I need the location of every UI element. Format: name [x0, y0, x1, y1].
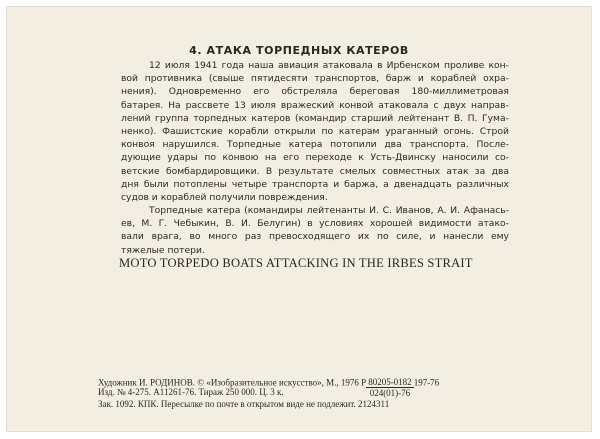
- body-line: дующие удары по конвою на его переходе к Усть-Двинску наносили со-: [121, 152, 509, 164]
- body-line: Торпедные катера (командиры лейтенанты И. С. Иванов, А. И. Афанась-: [149, 205, 509, 217]
- body-line: лений группа торпедных катеров (командир старший лейтенант В. П. Гума-: [121, 112, 509, 124]
- page-title: 4. АТАКА ТОРПЕДНЫХ КАТЕРОВ: [189, 44, 409, 57]
- body-line: нения). Одновременно его обстреляла береговая 180-миллиметровая: [121, 86, 509, 98]
- body-line: ненко). Фашистские корабли открыли по катерам ураганный огонь. Строй: [121, 125, 509, 137]
- body-line: конвоя нарушился. Торпедные катера потопили два транспорта. После-: [121, 139, 509, 151]
- imprint-line-2: Изд. № 4-275. А11261-76. Тираж 250 000. Ц. 3 к.: [98, 386, 284, 397]
- imprint-artist-publisher: Художник И. РОДИНОВ. © «Изобразительное искусство», М., 1976 Р: [98, 377, 367, 388]
- body-line: вали врага, во много раз превосходящего их по силе, и нанесли ему: [121, 231, 509, 243]
- body-text: [121, 59, 509, 257]
- publisher-imprint: [98, 373, 439, 411]
- body-line: тяжелые потери.: [121, 244, 205, 256]
- body-line: батарея. На рассвете 13 июля вражеский конвой атаковала с двух направ-: [121, 99, 509, 111]
- body-line: судов и кораблей получили повреждения.: [121, 191, 328, 203]
- body-line: ев, М. Г. Чебыкин, В. И. Белугин) в условиях хорошей видимости атако-: [121, 218, 509, 230]
- body-line: 12 июля 1941 года наша авиация атаковала в Ирбенском проливе кон-: [149, 60, 509, 71]
- fraction-denominator: 024(01)-76: [369, 388, 411, 398]
- body-line: дня были потоплены четыре транспорта и баржа, а двенадцать различных: [121, 178, 509, 190]
- imprint-code-suffix: 197-76: [413, 377, 440, 388]
- body-line: вой противника (свыше пятидесяти транспортов, барж и кораблей охра-: [121, 73, 509, 85]
- english-subtitle: MOTO TORPEDO BOATS ATTACKING IN THE IRBES STRAIT: [119, 256, 473, 270]
- fraction-numerator: 80205-0182: [368, 377, 412, 387]
- imprint-line-3: Зак. 1092. КПК. Пересылке по почте в открытом виде не подлежит. 2124311: [98, 399, 390, 409]
- postcard-back: [6, 6, 592, 432]
- body-line: ветские бомбардировщики. В результате смелых совместных атак за два: [121, 165, 509, 177]
